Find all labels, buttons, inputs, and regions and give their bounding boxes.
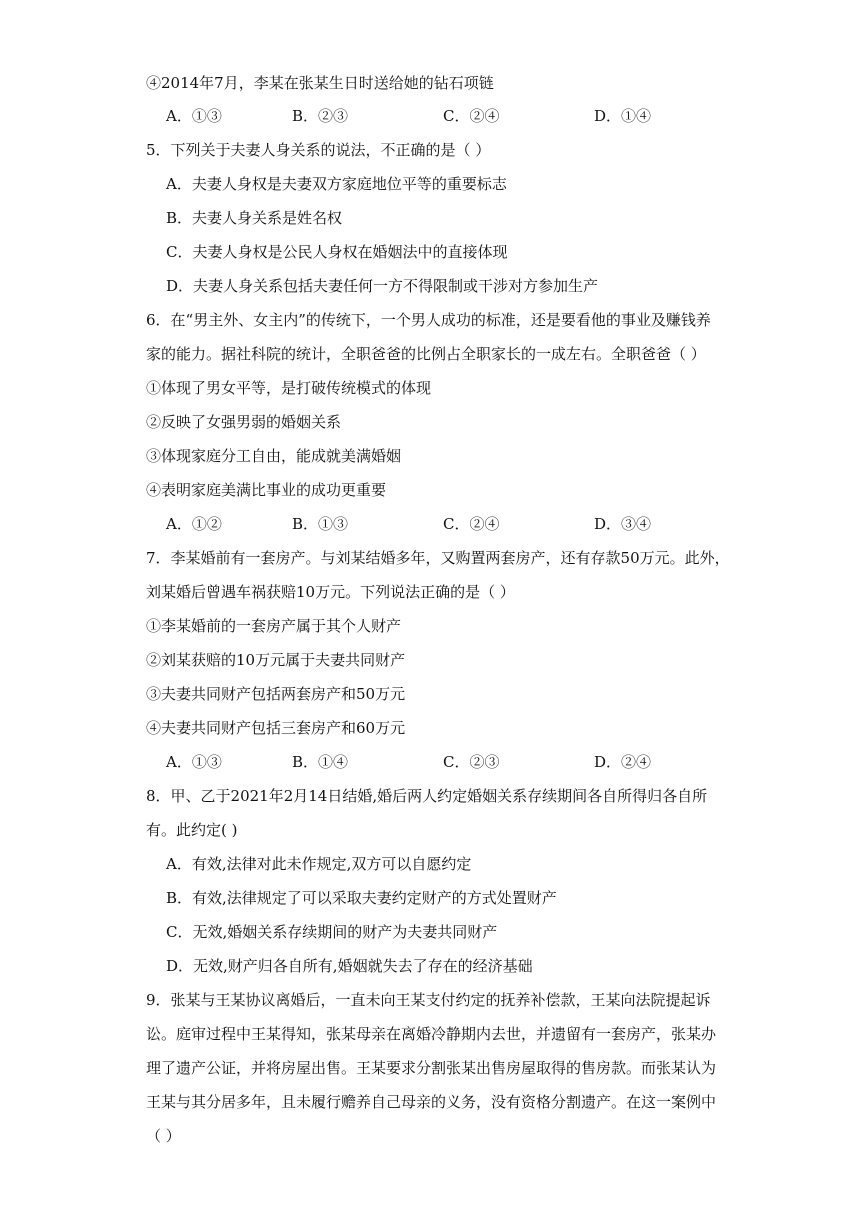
question-5-option-c[interactable]: C．夫妻人身权是公民人身权在婚姻法中的直接体现 [166, 243, 508, 261]
question-5-option-b[interactable]: B．夫妻人身关系是姓名权 [166, 209, 343, 227]
question-6-stem-line-2: 家的能力。据社科院的统计，全职爸爸的比例占全职家长的一成左右。全职爸爸（ ） [146, 345, 706, 363]
question-7-stem-line-2: 刘某婚后曾遇车祸获赔10万元。下列说法正确的是（ ） [146, 583, 515, 601]
question-6-option-d[interactable]: D．③④ [594, 515, 652, 533]
question-6-option-a[interactable]: A．①② [166, 515, 222, 533]
question-7-options [166, 752, 766, 772]
question-7-statement-1: ①李某婚前的一套房产属于其个人财产 [146, 617, 402, 635]
question-7-statement-4: ④夫妻共同财产包括三套房产和60万元 [146, 719, 406, 737]
question-6-statement-2: ②反映了女强男弱的婚姻关系 [146, 413, 342, 431]
question-6-options [166, 514, 766, 534]
question-8-option-a[interactable]: A．有效,法律对此未作规定,双方可以自愿约定 [166, 855, 472, 873]
question-7-option-b[interactable]: B．①④ [292, 753, 349, 771]
question-4-option-b[interactable]: B．②③ [292, 107, 349, 125]
question-4-options [166, 106, 766, 126]
question-5-option-d[interactable]: D．夫妻人身关系包括夫妻任何一方不得限制或干涉对方参加生产 [166, 277, 599, 295]
question-8-stem-line-1: 8．甲、乙于2021年2月14日结婚,婚后两人约定婚姻关系存续期间各自所得归各自所 [146, 787, 708, 805]
question-7-option-d[interactable]: D．②④ [594, 753, 652, 771]
question-4-statement-4: ④2014年7月，李某在张某生日时送给她的钻石项链 [146, 74, 494, 92]
question-7-option-a[interactable]: A．①③ [166, 753, 222, 771]
question-6-option-c[interactable]: C．②④ [443, 515, 500, 533]
question-6-statement-4: ④表明家庭美满比事业的成功更重要 [146, 481, 387, 499]
question-6-statement-1: ①体现了男女平等，是打破传统模式的体现 [146, 379, 432, 397]
question-9-stem-line-3: 理了遗产公证，并将房屋出售。王某要求分割张某出售房屋取得的售房款。而张某认为 [146, 1059, 717, 1077]
question-9-stem-line-5: （ ） [146, 1127, 181, 1145]
question-8-option-d[interactable]: D．无效,财产归各自所有,婚姻就失去了存在的经济基础 [166, 957, 533, 975]
question-8-option-c[interactable]: C．无效,婚姻关系存续期间的财产为夫妻共同财产 [166, 923, 498, 941]
question-6-stem-line-1: 6．在“男主外、女主内”的传统下，一个男人成功的标准，还是要看他的事业及赚钱养 [146, 311, 711, 329]
question-9-stem-line-4: 王某与其分居多年，且未履行赡养自己母亲的义务，没有资格分割遗产。在这一案例中 [146, 1093, 717, 1111]
question-7-option-c[interactable]: C．②③ [443, 753, 500, 771]
question-8-stem-line-2: 有。此约定( ) [146, 821, 238, 839]
question-5-option-a[interactable]: A．夫妻人身权是夫妻双方家庭地位平等的重要标志 [166, 175, 507, 193]
question-9-stem-line-2: 讼。庭审过程中王某得知，张某母亲在离婚冷静期内去世，并遗留有一套房产，张某办 [146, 1025, 717, 1043]
question-9-stem-line-1: 9．张某与王某协议离婚后，一直未向王某支付约定的抚养补偿款，王某向法院提起诉 [146, 991, 711, 1009]
question-7-statement-3: ③夫妻共同财产包括两套房产和50万元 [146, 685, 406, 703]
question-4-option-a[interactable]: A．①③ [166, 107, 222, 125]
question-4-option-d[interactable]: D．①④ [594, 107, 652, 125]
question-4-option-c[interactable]: C．②④ [443, 107, 500, 125]
question-8-option-b[interactable]: B．有效,法律规定了可以采取夫妻约定财产的方式处置财产 [166, 889, 557, 907]
question-6-statement-3: ③体现家庭分工自由，能成就美满婚姻 [146, 447, 402, 465]
question-7-stem-line-1: 7．李某婚前有一套房产。与刘某结婚多年，又购置两套房产，还有存款50万元。此外， [146, 549, 730, 567]
question-5-stem: 5．下列关于夫妻人身关系的说法，不正确的是（ ） [146, 141, 491, 159]
question-6-option-b[interactable]: B．①③ [292, 515, 349, 533]
question-7-statement-2: ②刘某获赔的10万元属于夫妻共同财产 [146, 651, 406, 669]
